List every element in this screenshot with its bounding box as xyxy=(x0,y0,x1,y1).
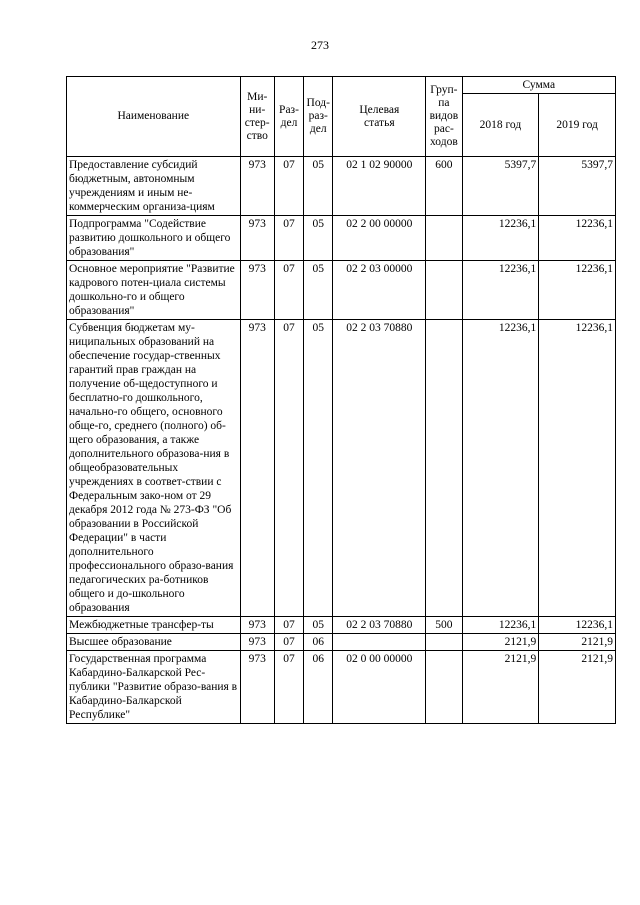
row-expense-type-cell: 600 xyxy=(426,157,462,216)
row-2019-cell: 12236,1 xyxy=(539,320,616,617)
row-expense-type-cell xyxy=(426,634,462,651)
row-2018-cell: 12236,1 xyxy=(462,320,539,617)
row-2019-cell: 12236,1 xyxy=(539,617,616,634)
row-target-cell: 02 2 03 70880 xyxy=(333,617,426,634)
row-target-cell: 02 2 00 00000 xyxy=(333,216,426,261)
row-2018-cell: 12236,1 xyxy=(462,617,539,634)
row-section-cell: 07 xyxy=(274,216,303,261)
row-subsection-cell: 05 xyxy=(304,617,333,634)
row-2018-cell: 12236,1 xyxy=(462,261,539,320)
row-section-cell: 07 xyxy=(274,651,303,724)
row-ministry-cell: 973 xyxy=(240,261,274,320)
table-header-row xyxy=(67,77,616,94)
row-name-cell: Государственная программа Кабардино-Балкарской Рес-публики "Развитие образо-вания в Кабардино-Балкарской Республике" xyxy=(67,651,241,724)
row-2019-cell: 2121,9 xyxy=(539,634,616,651)
row-ministry-cell: 973 xyxy=(240,634,274,651)
table-row xyxy=(67,216,616,261)
row-section-cell: 07 xyxy=(274,320,303,617)
row-expense-type-cell xyxy=(426,320,462,617)
row-name-cell: Предоставление субсидий бюджетным, автономным учреждениям и иным не-коммерческим организа-циям xyxy=(67,157,241,216)
row-subsection-cell: 06 xyxy=(304,651,333,724)
row-ministry-cell: 973 xyxy=(240,320,274,617)
header-subsection: Под- раз- дел xyxy=(304,77,333,157)
row-target-cell: 02 2 03 00000 xyxy=(333,261,426,320)
row-2018-cell: 5397,7 xyxy=(462,157,539,216)
table-row xyxy=(67,634,616,651)
row-expense-type-cell xyxy=(426,651,462,724)
row-2019-cell: 5397,7 xyxy=(539,157,616,216)
row-subsection-cell: 05 xyxy=(304,261,333,320)
row-section-cell: 07 xyxy=(274,261,303,320)
row-expense-type-cell: 500 xyxy=(426,617,462,634)
row-name-cell: Подпрограмма "Содействие развитию дошкольного и общего образования" xyxy=(67,216,241,261)
row-2018-cell: 2121,9 xyxy=(462,634,539,651)
table-body xyxy=(67,157,616,724)
row-expense-type-cell xyxy=(426,216,462,261)
header-section: Раз- дел xyxy=(274,77,303,157)
header-year-2019: 2019 год xyxy=(539,94,616,157)
row-section-cell: 07 xyxy=(274,157,303,216)
table-row xyxy=(67,651,616,724)
row-subsection-cell: 06 xyxy=(304,634,333,651)
row-2019-cell: 12236,1 xyxy=(539,216,616,261)
table-row xyxy=(67,261,616,320)
header-sum: Сумма xyxy=(462,77,615,94)
table-row xyxy=(67,320,616,617)
row-target-cell: 02 2 03 70880 xyxy=(333,320,426,617)
row-name-cell: Межбюджетные трансфер-ты xyxy=(67,617,241,634)
row-target-cell: 02 0 00 00000 xyxy=(333,651,426,724)
row-expense-type-cell xyxy=(426,261,462,320)
row-name-cell: Субвенция бюджетам му-ниципальных образований на обеспечение государ-ственных гарантий прав граждан на получение об-щедоступного и бесплатно-го дошкольного, начально-го общего, основного обще-го, среднего (полного) об-щего образования, а также дополнительного образова-ния в общеобразовательных учреждениях в соответ-ствии с Федеральным зако-ном от 29 декабря 2012 года № 273-ФЗ "Об образовании в Российской Федерации" в части дополнительного профессионального образо-вания педагогических ра-ботников общего и до-школьного образования xyxy=(67,320,241,617)
row-target-cell xyxy=(333,634,426,651)
header-target: Целевая статья xyxy=(333,77,426,157)
row-target-cell: 02 1 02 90000 xyxy=(333,157,426,216)
row-2018-cell: 2121,9 xyxy=(462,651,539,724)
row-ministry-cell: 973 xyxy=(240,157,274,216)
row-section-cell: 07 xyxy=(274,634,303,651)
header-ministry: Ми- ни- стер- ство xyxy=(240,77,274,157)
page-number: 273 xyxy=(311,38,329,52)
row-section-cell: 07 xyxy=(274,617,303,634)
budget-table xyxy=(66,76,616,724)
row-2019-cell: 12236,1 xyxy=(539,261,616,320)
row-2018-cell: 12236,1 xyxy=(462,216,539,261)
header-expense-type: Груп- па видов рас- ходов xyxy=(426,77,462,157)
row-name-cell: Высшее образование xyxy=(67,634,241,651)
row-ministry-cell: 973 xyxy=(240,651,274,724)
row-2019-cell: 2121,9 xyxy=(539,651,616,724)
table-row xyxy=(67,157,616,216)
row-subsection-cell: 05 xyxy=(304,320,333,617)
row-subsection-cell: 05 xyxy=(304,216,333,261)
row-ministry-cell: 973 xyxy=(240,617,274,634)
header-name: Наименование xyxy=(67,77,241,157)
row-name-cell: Основное мероприятие "Развитие кадрового потен-циала системы дошкольно-го и общего образования" xyxy=(67,261,241,320)
header-year-2018: 2018 год xyxy=(462,94,539,157)
row-subsection-cell: 05 xyxy=(304,157,333,216)
row-ministry-cell: 973 xyxy=(240,216,274,261)
table-row xyxy=(67,617,616,634)
